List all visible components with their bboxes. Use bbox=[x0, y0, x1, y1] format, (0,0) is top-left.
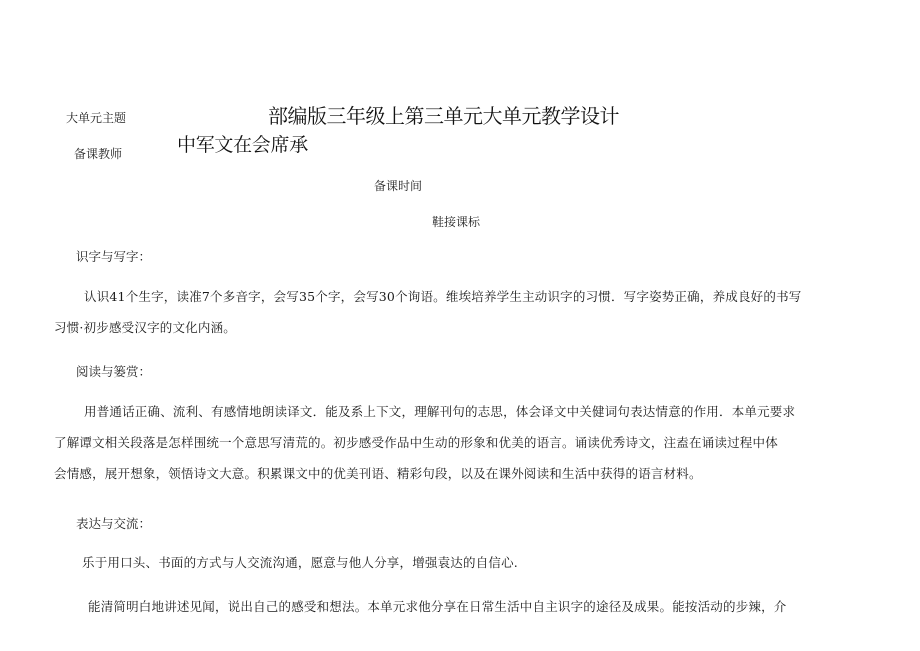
paragraph-expression-2 bbox=[54, 591, 864, 622]
paragraph-line: 乐于用口头、书面的方式与人交流沟通，愿意与他人分享，增强袁达的自信心. bbox=[82, 555, 518, 570]
prep-time-label: 备课时间 bbox=[374, 179, 423, 193]
paragraph-literacy bbox=[54, 281, 864, 343]
paragraph-reading bbox=[54, 396, 864, 489]
paragraph-expression-1 bbox=[54, 547, 864, 578]
teacher-name: 中军文在会席承 bbox=[177, 134, 308, 156]
paragraph-line: 习惯·初步感受汉字的文化内涵。 bbox=[54, 320, 236, 335]
paragraph-line: 用普通话正确、流利、有感情地朗读译文．能及系上下文，理解刊句的志思，体会译文中关健词句表达情意的作用．本单元要求 bbox=[84, 404, 796, 419]
section-heading-literacy: 识字与写字： bbox=[76, 249, 152, 264]
paragraph-line: 会情感，展开想象，领悟诗文大意。积累课文中的优美刊语、精彩句段，以及在课外阅读和生活中获得的语言材料。 bbox=[54, 466, 702, 481]
paragraph-line: 认识41个生字，读准7个多音字，会写35个字，会写30个询语。维埃培养学生主动识字的习惯．写字姿势正确，养成良好的书写 bbox=[84, 289, 802, 304]
section-heading-expression: 表达与交流： bbox=[76, 516, 152, 531]
teacher-label: 备课教师 bbox=[74, 147, 123, 161]
page-title: 部编版三年级上第三单元大单元教学设计 bbox=[268, 104, 619, 128]
paragraph-line: 了解谭文相关段落是怎样围统一个意思写清荒的。初步感受作品中生动的形象和优美的语言。诵读优秀诗文，注盍在诵读过程中体 bbox=[54, 435, 778, 450]
paragraph-line: 能清简明白地讲述见闻，说出自己的感受和想法。本单元求他分享在日常生活中自主识字的途径及成果。能按活动的步辣，介 bbox=[88, 599, 787, 614]
section-heading-reading: 阅读与篓赏： bbox=[76, 364, 152, 379]
standards-label: 鞋接课标 bbox=[432, 215, 481, 229]
unit-theme-label: 大单元主题 bbox=[66, 111, 127, 125]
